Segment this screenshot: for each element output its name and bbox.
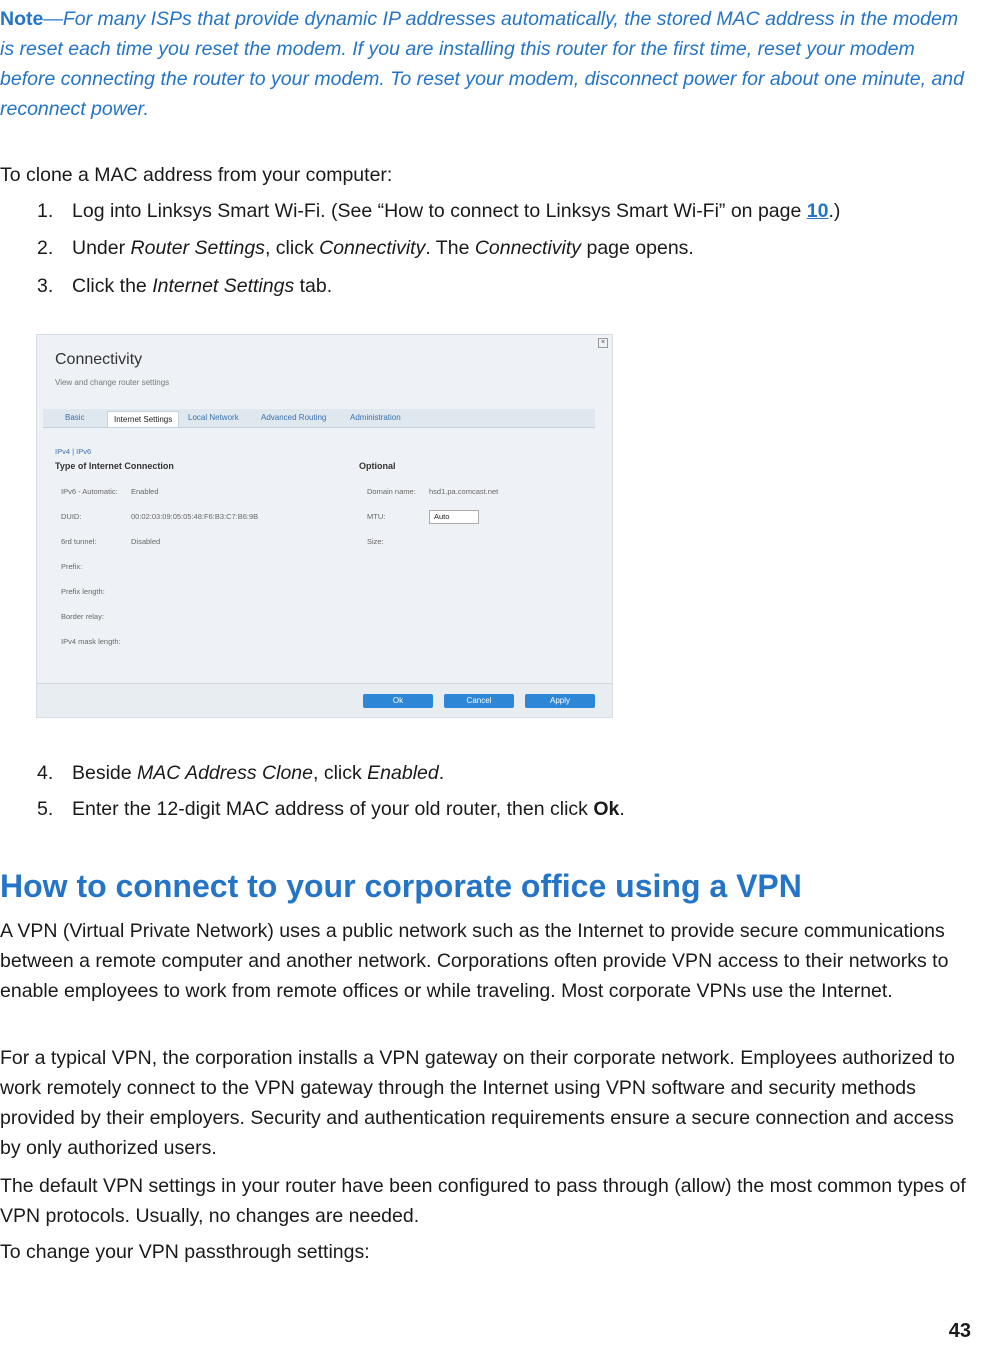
- step-italic: Internet Settings: [152, 275, 295, 297]
- step-number: 2.: [37, 237, 54, 259]
- tab-bar: [43, 409, 595, 428]
- step-5: [37, 794, 625, 824]
- screenshot-footer: [37, 683, 613, 718]
- field-label: Prefix length:: [61, 587, 105, 596]
- intro-text: To clone a MAC address from your computer:: [0, 164, 393, 186]
- step-text: Under: [72, 237, 131, 259]
- close-icon[interactable]: ×: [598, 338, 608, 348]
- note-label: Note: [0, 8, 44, 30]
- step-number: 4.: [37, 762, 54, 784]
- step-bold: Ok: [593, 798, 620, 820]
- field-label: Border relay:: [61, 612, 104, 621]
- ok-button[interactable]: Ok: [363, 694, 433, 708]
- step-italic: Router Settings: [130, 237, 265, 259]
- screenshot-subtitle: View and change router settings: [55, 378, 170, 387]
- step-number: 3.: [37, 275, 54, 297]
- field-label: 6rd tunnel:: [61, 537, 97, 546]
- step-number: 1.: [37, 200, 54, 222]
- field-value: Enabled: [131, 487, 159, 496]
- field-label: IPv6 - Automatic:: [61, 487, 118, 496]
- step-text: .): [828, 200, 841, 222]
- page-link[interactable]: 10: [806, 200, 829, 222]
- paragraph: The default VPN settings in your router have been configured to pass through (allow) the most common types of VPN protocols. Usually, no changes are needed.: [0, 1175, 966, 1227]
- step-4: [37, 758, 444, 788]
- paragraph: To change your VPN passthrough settings:: [0, 1241, 370, 1263]
- router-screenshot: [36, 334, 613, 718]
- field-value: hsd1.pa.comcast.net: [429, 487, 499, 496]
- step-text: page opens.: [581, 237, 694, 259]
- paragraph: A VPN (Virtual Private Network) uses a public network such as the Internet to provide secure communications between a remote computer and another network. Corporations often provide VPN access to their networks to enable employees to work from remote offices or while traveling. Most corporate VPNs use the Internet.: [0, 920, 949, 1002]
- page-number: 43: [948, 1320, 971, 1342]
- step-text: Click the: [72, 275, 153, 297]
- step-number: 5.: [37, 798, 54, 820]
- tab-basic[interactable]: Basic: [65, 413, 85, 422]
- mtu-select[interactable]: Auto: [429, 510, 479, 524]
- step-italic: Enabled: [367, 762, 439, 784]
- apply-button[interactable]: Apply: [525, 694, 595, 708]
- section-optional: Optional: [359, 461, 396, 471]
- screenshot-title: Connectivity: [55, 351, 143, 368]
- step-text: Beside: [72, 762, 138, 784]
- section-heading: How to connect to your corporate office using a VPN: [0, 868, 802, 904]
- tab-advanced-routing[interactable]: Advanced Routing: [261, 413, 327, 422]
- ip-version-tabs[interactable]: IPv4 | IPv6: [55, 447, 92, 456]
- paragraph: For a typical VPN, the corporation installs a VPN gateway on their corporate network. Employees authorized to work remotely connect to the VPN gateway through the Internet using VPN software and security methods provided by their employers. Security and authentication requirements ensure a secure connection and access by only authorized users.: [0, 1047, 955, 1159]
- step-italic: MAC Address Clone: [137, 762, 313, 784]
- step-text: . The: [425, 237, 475, 259]
- step-italic: Connectivity: [474, 237, 582, 259]
- field-label: Domain name:: [367, 487, 416, 496]
- step-text: tab.: [294, 275, 333, 297]
- cancel-button[interactable]: Cancel: [444, 694, 514, 708]
- field-label: Size:: [367, 537, 384, 546]
- note-block: [0, 4, 975, 124]
- step-2: [37, 233, 694, 263]
- field-label: DUID:: [61, 512, 82, 521]
- tab-local-network[interactable]: Local Network: [188, 413, 239, 422]
- step-text: , click: [264, 237, 320, 259]
- field-label: MTU:: [367, 512, 386, 521]
- step-text: Log into Linksys Smart Wi-Fi. (See “How to connect to Linksys Smart Wi-Fi” on page: [72, 200, 807, 222]
- step-text: .: [438, 762, 445, 784]
- note-text: For many ISPs that provide dynamic IP addresses automatically, the stored MAC address in the modem is reset each time you reset the modem. If you are installing this router for the first time, reset your modem before connecting the router to your modem. To reset your modem, disconnect power for about one minute, and reconnect power.: [0, 8, 964, 120]
- field-value: 00:02:03:09:05:05:48:F6:B3:C7:B6:9B: [131, 512, 259, 521]
- tab-administration[interactable]: Administration: [350, 413, 401, 422]
- field-label: Prefix:: [61, 562, 83, 571]
- step-1: [37, 196, 840, 226]
- step-text: , click: [312, 762, 368, 784]
- section-type-of-connection: Type of Internet Connection: [55, 461, 174, 471]
- step-text: .: [619, 798, 625, 820]
- tab-internet-settings[interactable]: Internet Settings: [107, 411, 179, 427]
- step-italic: Connectivity: [319, 237, 426, 259]
- field-value: Disabled: [131, 537, 161, 546]
- step-3: [37, 271, 332, 301]
- note-dash: —: [43, 8, 63, 30]
- step-text: Enter the 12-digit MAC address of your old router, then click: [72, 798, 594, 820]
- field-label: IPv4 mask length:: [61, 637, 121, 646]
